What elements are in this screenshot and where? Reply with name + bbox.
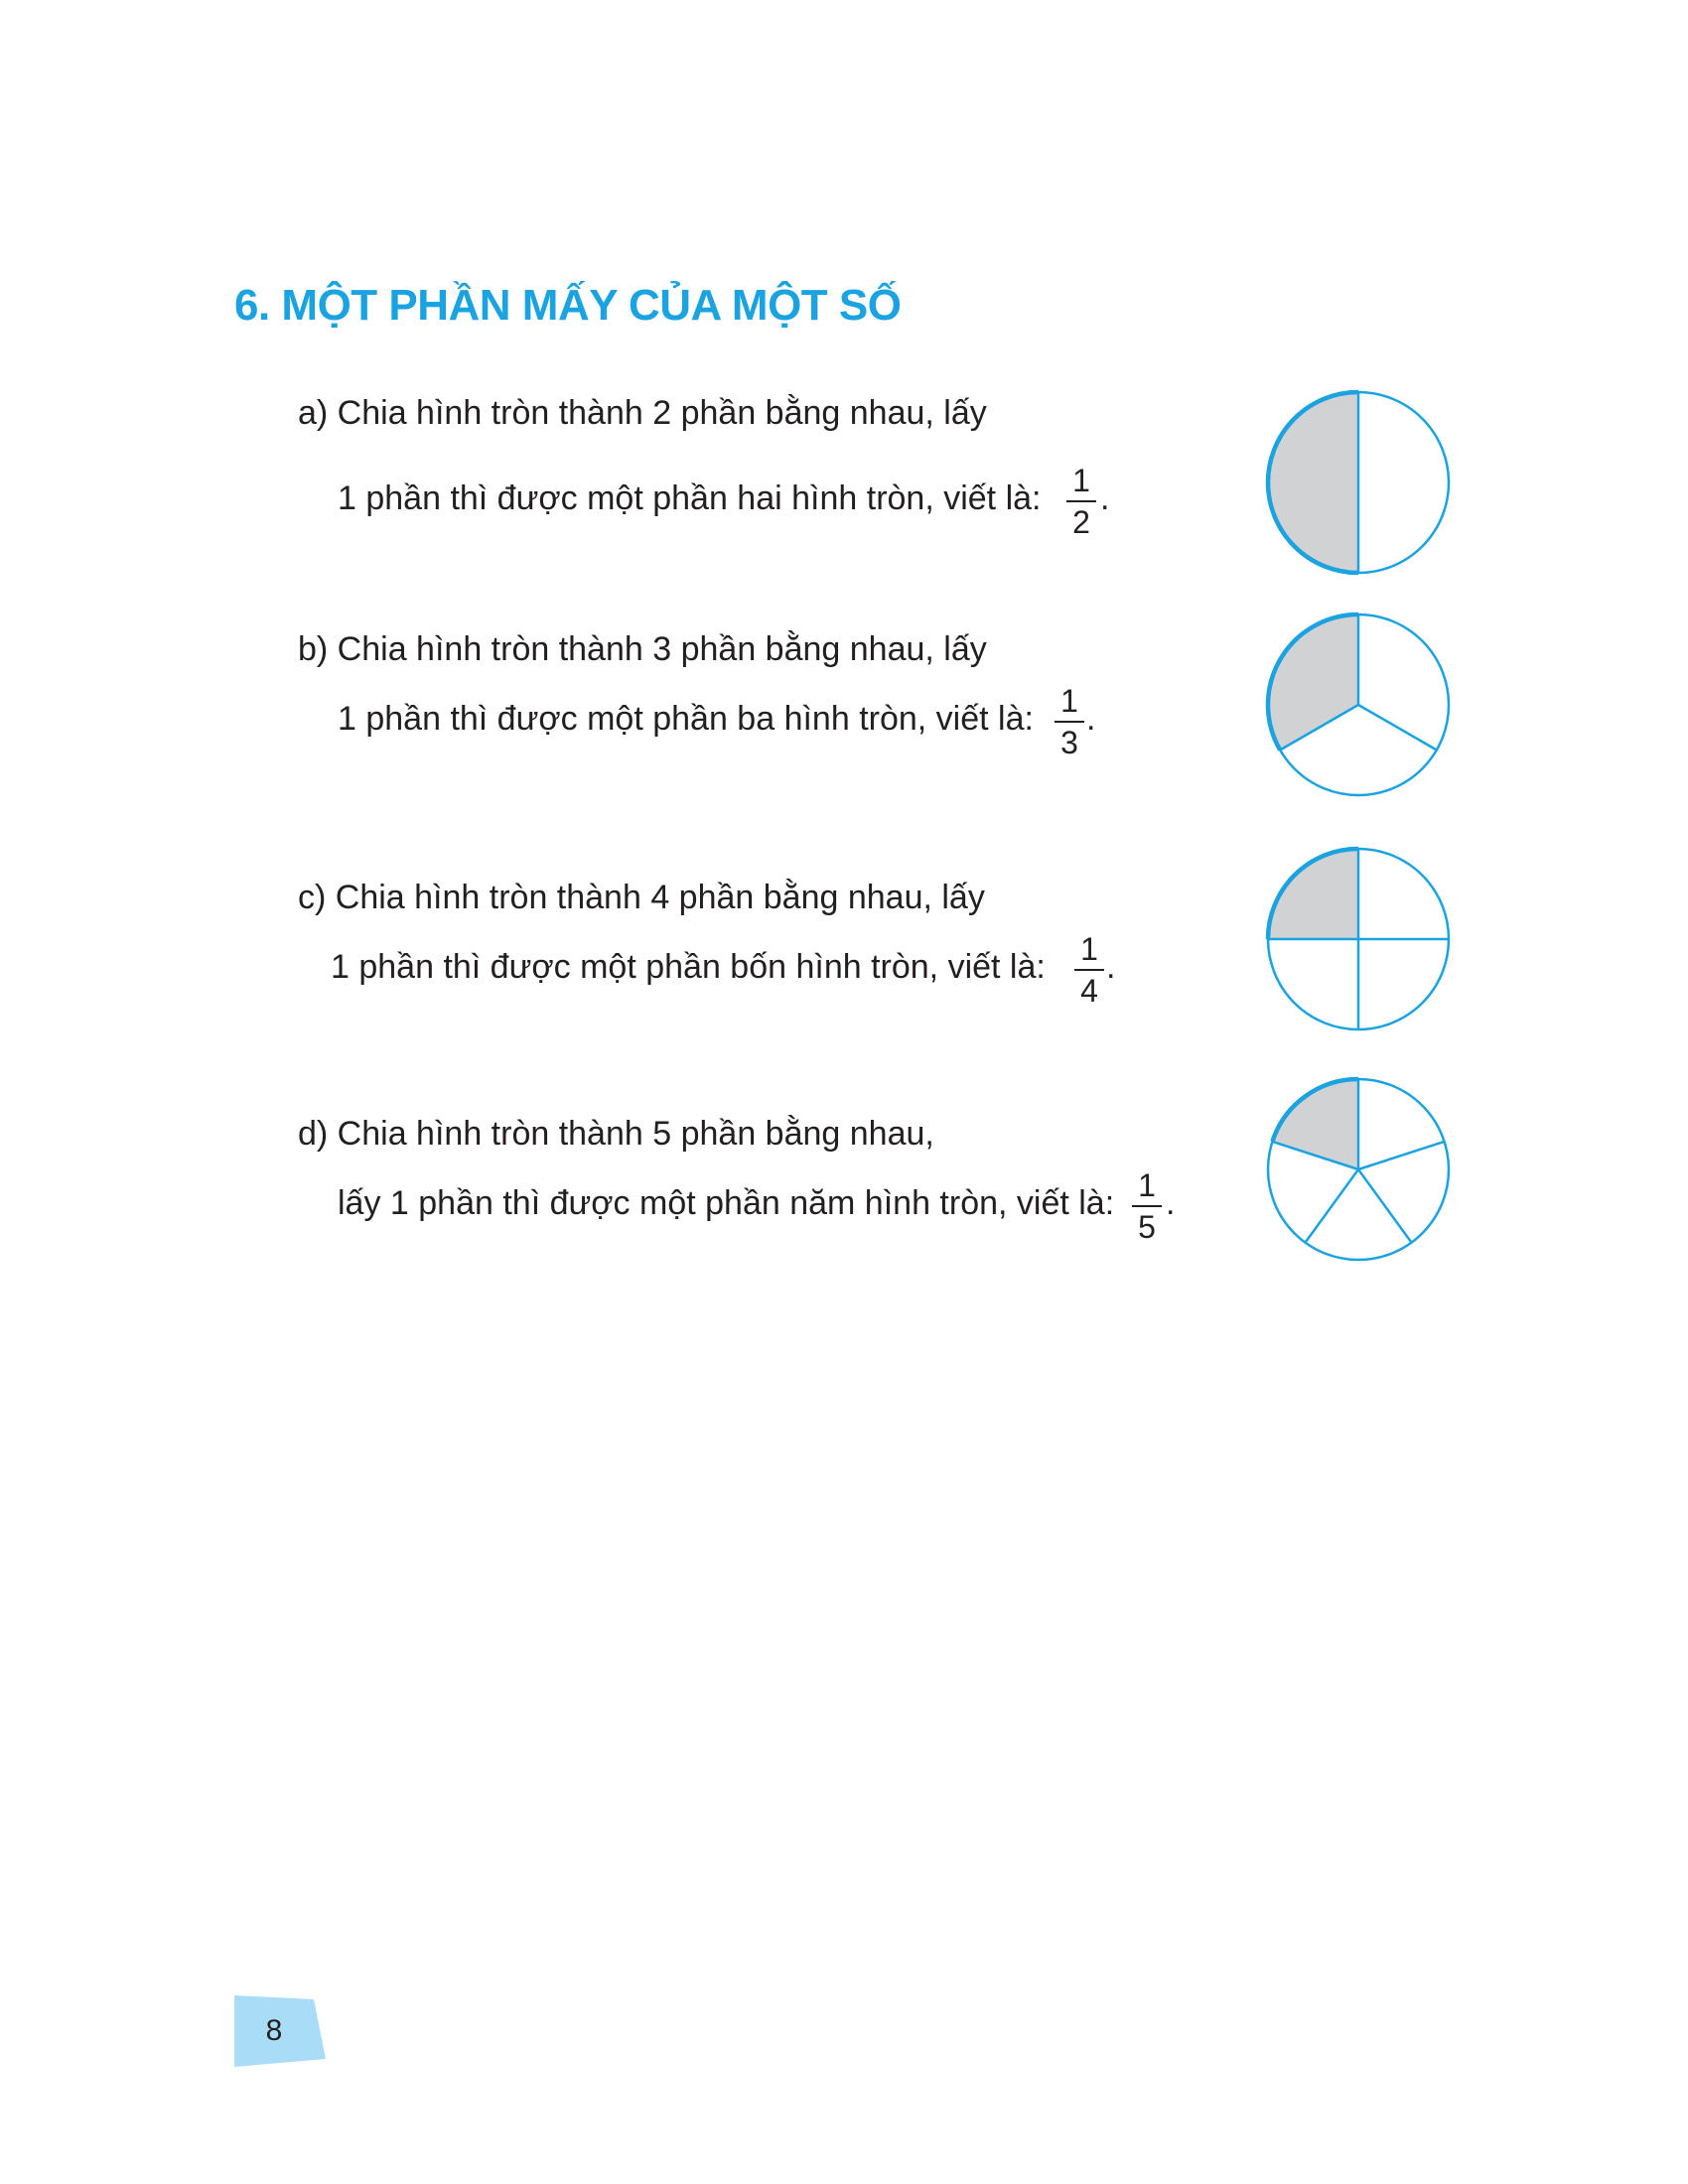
- period: .: [1106, 948, 1116, 986]
- division-line: [1306, 1169, 1358, 1243]
- fraction-bar: [1055, 721, 1084, 723]
- item-b-line1: b) Chia hình tròn thành 3 phần bằng nhau, lấy: [298, 630, 987, 668]
- period: .: [1166, 1184, 1176, 1222]
- page-number: 8: [265, 2014, 283, 2047]
- fraction-a-numerator: 1: [1072, 463, 1090, 498]
- shaded-sector: [1268, 392, 1358, 573]
- circle-quarters-diagram: [1266, 847, 1451, 1031]
- period: .: [1086, 700, 1096, 738]
- circle-fifths-diagram: [1266, 1077, 1451, 1262]
- fraction-c-denominator: 4: [1080, 973, 1098, 1009]
- fraction-c-numerator: 1: [1080, 931, 1098, 967]
- item-c-line2: 1 phần thì được một phần bốn hình tròn, viết là:: [331, 948, 1046, 986]
- circle-halves-diagram: [1266, 390, 1451, 575]
- fraction-a-denominator: 2: [1072, 504, 1090, 540]
- division-line: [1358, 1142, 1445, 1169]
- division-line: [1358, 705, 1437, 751]
- page-title: 6. MỘT PHẦN MẤY CỦA MỘT SỐ: [234, 281, 902, 330]
- item-d-line1: d) Chia hình tròn thành 5 phần bằng nhau,: [298, 1115, 934, 1153]
- fraction-d-numerator: 1: [1138, 1167, 1156, 1203]
- division-line: [1358, 1169, 1411, 1243]
- circle-thirds-diagram: [1266, 613, 1451, 797]
- fraction-b: [1053, 685, 1086, 758]
- fraction-bar: [1074, 969, 1104, 971]
- fraction-d: [1130, 1169, 1164, 1243]
- item-a-line1: a) Chia hình tròn thành 2 phần bằng nhau, lấy: [298, 394, 987, 432]
- fraction-c: [1072, 933, 1106, 1007]
- fraction-a: [1064, 465, 1098, 538]
- item-c-line1: c) Chia hình tròn thành 4 phần bằng nhau, lấy: [298, 879, 985, 916]
- fraction-b-denominator: 3: [1060, 725, 1078, 760]
- fraction-bar: [1066, 500, 1096, 502]
- fraction-bar: [1132, 1205, 1162, 1207]
- fraction-d-denominator: 5: [1138, 1209, 1156, 1245]
- fraction-b-numerator: 1: [1060, 683, 1078, 719]
- item-a-line2: 1 phần thì được một phần hai hình tròn, viết là:: [338, 479, 1042, 517]
- item-d-line2: lấy 1 phần thì được một phần năm hình tròn, viết là:: [338, 1184, 1115, 1222]
- period: .: [1100, 479, 1110, 517]
- item-b-line2: 1 phần thì được một phần ba hình tròn, viết là:: [338, 700, 1034, 738]
